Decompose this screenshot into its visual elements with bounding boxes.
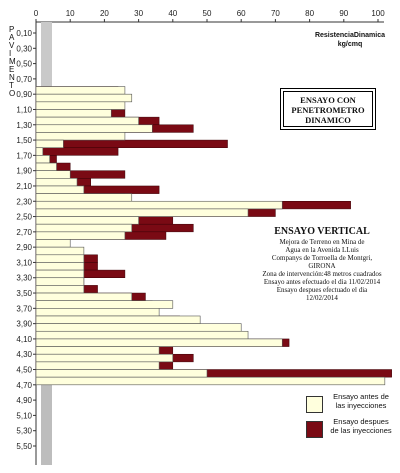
info-block [262, 226, 382, 302]
depth-tick-label: 3,90 [16, 319, 32, 329]
depth-tick-label: 1,70 [16, 151, 32, 161]
depth-tick-label: 3,10 [16, 258, 32, 268]
x-tick-label: 30 [134, 9, 144, 18]
legend-label-before: Ensayo antes de las inyecciones [333, 392, 389, 410]
depth-tick-label: 1,10 [16, 105, 32, 115]
test-title-line-2: PENETROMETRO [291, 105, 365, 115]
bar-before [36, 308, 159, 316]
info-line-6: Ensayo antes efectuado el dia 11/02/2014 [263, 278, 381, 286]
bar-before [36, 140, 63, 148]
pavement-label-char: A [9, 33, 15, 42]
bar-before [36, 347, 159, 355]
info-line-2: Agua en la Avenida LLuis [285, 246, 359, 254]
bar-before [36, 339, 282, 347]
bar-after [36, 148, 118, 156]
depth-tick-label: 4,10 [16, 334, 32, 344]
depth-tick-label: 2,50 [16, 212, 32, 222]
pavement-label-char: V [9, 41, 15, 50]
depth-axis [16, 22, 36, 465]
bar-before [36, 201, 282, 209]
bar-before [36, 109, 111, 117]
x-tick-label: 40 [168, 9, 178, 18]
bar-before [36, 155, 50, 163]
depth-tick-label: 4,30 [16, 350, 32, 360]
depth-tick-label: 2,30 [16, 197, 32, 207]
unit-label [300, 31, 400, 49]
info-title: ENSAYO VERTICAL [274, 226, 370, 237]
info-line-3: Companys de Torroella de Montgri, [271, 254, 373, 262]
depth-tick-label: 3,30 [16, 273, 32, 283]
bar-before [36, 171, 70, 179]
test-title-box [283, 91, 373, 127]
bar-before [36, 132, 125, 140]
bar-before [36, 94, 132, 102]
info-line-5: Zona de intervención:48 metros cuadrados [262, 270, 382, 278]
depth-tick-label: 0,70 [16, 74, 32, 84]
test-title-line-3: DINAMICO [305, 115, 351, 125]
info-line-7: Ensayo despues efectuado el dia 12/02/2014 [276, 286, 368, 302]
x-tick-label: 80 [305, 9, 315, 18]
bar-before [36, 331, 248, 339]
x-tick-label: 50 [202, 9, 212, 18]
bar-before [36, 316, 200, 324]
info-line-4: GIRONA [308, 262, 336, 270]
depth-tick-label: 4,50 [16, 365, 32, 375]
legend [306, 392, 398, 442]
pavement-fill [41, 22, 52, 87]
x-tick-label: 20 [99, 9, 109, 18]
bar-after [36, 140, 228, 148]
bar-before [36, 270, 84, 278]
bar-before [36, 362, 159, 370]
pavement-label-char: I [9, 49, 12, 58]
legend-swatch-after [306, 421, 323, 438]
legend-label-after: Ensayo despues de las inyecciones [330, 417, 392, 435]
bar-before [36, 217, 139, 225]
depth-tick-label: 0,10 [16, 29, 32, 38]
pavement-label-char: O [9, 89, 16, 98]
depth-tick-label: 3,70 [16, 304, 32, 314]
bar-before [36, 102, 125, 110]
unit-label-line-1: ResistenciaDinamica [314, 32, 386, 39]
bar-before [36, 293, 132, 301]
depth-tick-label: 0,30 [16, 44, 32, 54]
x-tick-label: 90 [339, 9, 349, 18]
bar-before [36, 262, 84, 270]
bar-before [36, 255, 84, 263]
legend-item-after [306, 417, 398, 438]
bar-before [36, 247, 84, 255]
pavement-label-char: N [9, 73, 15, 82]
depth-tick-label: 5,50 [16, 442, 32, 451]
bar-before [36, 285, 84, 293]
info-line-1: Mejora de Terreno en Mina de [279, 238, 365, 246]
x-tick-label: 0 [33, 9, 39, 18]
depth-tick-label: 0,50 [16, 59, 32, 69]
pavement-label-char: T [9, 81, 14, 90]
bar-before [36, 209, 248, 217]
x-axis [34, 9, 385, 22]
bar-before [36, 354, 173, 362]
depth-tick-label: 4,90 [16, 396, 32, 406]
bar-before [36, 377, 385, 385]
pavement-label-char: P [9, 25, 15, 34]
x-tick-label: 10 [65, 9, 75, 18]
pavement-label-char: E [9, 65, 15, 74]
depth-tick-label: 1,30 [16, 120, 32, 130]
test-title-line-1: ENSAYO CON [300, 95, 356, 105]
bar-before [36, 370, 207, 378]
bar-before [36, 163, 57, 171]
depth-tick-label: 2,10 [16, 181, 32, 191]
legend-swatch-before [306, 396, 323, 413]
bar-before [36, 224, 132, 232]
bar-before [36, 117, 139, 125]
x-tick-label: 60 [236, 9, 246, 18]
x-tick-label: 70 [270, 9, 280, 18]
bar-before [36, 148, 43, 156]
depth-tick-label: 1,90 [16, 166, 32, 176]
pavement-label-char: M [9, 57, 16, 66]
pavement-label [9, 25, 16, 98]
unit-label-line-2: kg/cmq [337, 41, 363, 48]
bar-before [36, 194, 132, 202]
bar-before [36, 178, 77, 186]
bar-before [36, 301, 173, 309]
bar-before [36, 87, 125, 95]
legend-item-before [306, 392, 398, 413]
bar-before [36, 240, 70, 248]
depth-tick-label: 2,70 [16, 227, 32, 237]
bar-before [36, 278, 84, 286]
depth-tick-label: 0,90 [16, 90, 32, 100]
bar-before [36, 232, 125, 240]
bar-before [36, 324, 241, 332]
x-tick-label: 100 [371, 9, 385, 18]
depth-tick-label: 3,50 [16, 289, 32, 299]
bar-before [36, 125, 152, 133]
depth-tick-label: 5,30 [16, 426, 32, 436]
depth-tick-label: 2,90 [16, 243, 32, 253]
depth-tick-label: 1,50 [16, 136, 32, 146]
depth-tick-label: 5,10 [16, 411, 32, 421]
bar-before [36, 186, 84, 194]
depth-tick-label: 4,70 [16, 380, 32, 390]
